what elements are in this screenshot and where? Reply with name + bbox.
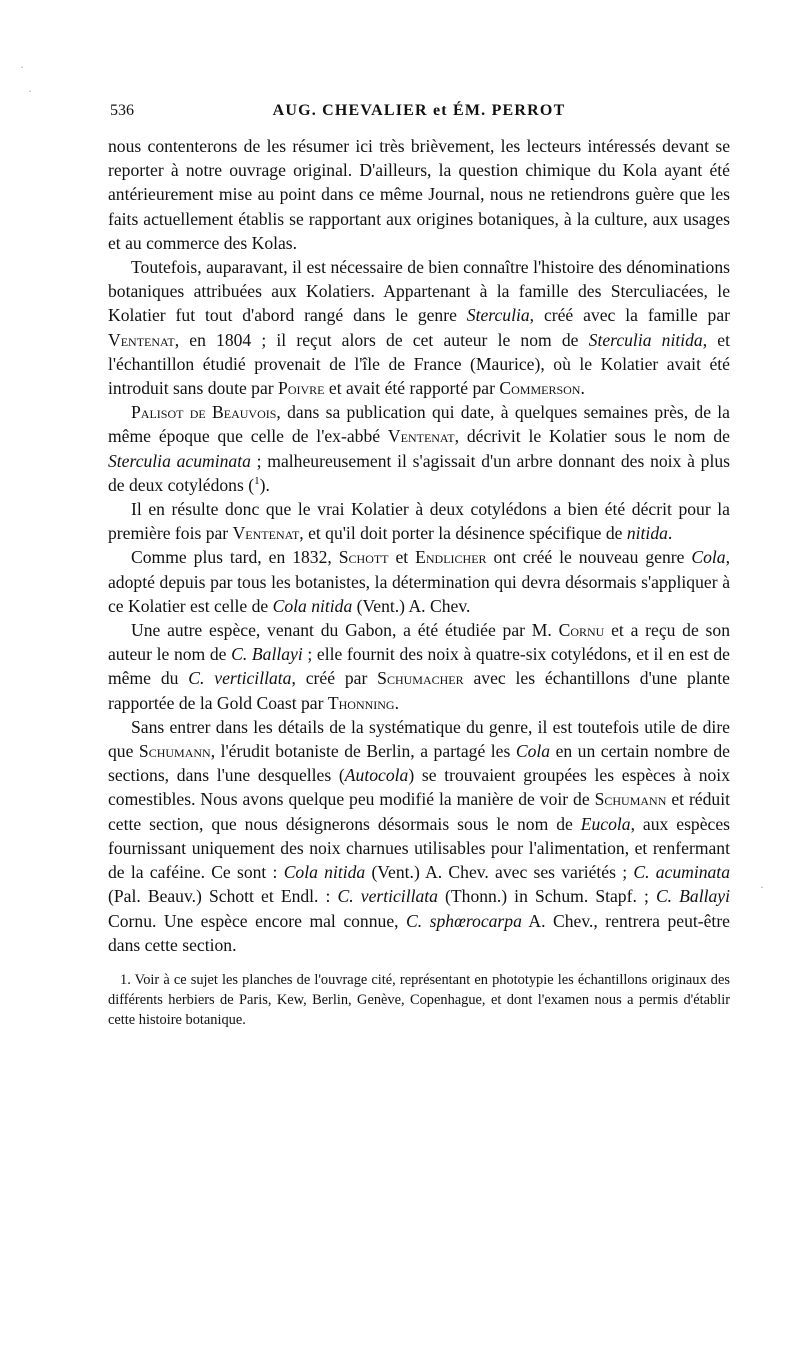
paragraph	[108, 545, 730, 618]
text-run: Il en résulte donc que le vrai Kolatier à deux cotylédons a bien été décrit pour la première fois par	[108, 499, 730, 544]
margin-speck: ·	[28, 84, 32, 98]
author-name: Schumann	[594, 789, 667, 810]
text-run: , adopté depuis par tous les botanistes, la détermination qui devra désormais s'appliquer à ce Kolatier est celle de	[108, 547, 731, 616]
taxon-name: Cola nitida	[272, 595, 353, 616]
taxon-name: C. verticillata	[188, 668, 292, 689]
text-run: et a reçu de son auteur le nom de	[108, 620, 730, 665]
article-body	[108, 134, 730, 957]
paragraph	[108, 497, 730, 545]
author-name: Commerson	[499, 378, 581, 399]
text-run: ; elle fournit des noix à quatre-six cotylédons, et il en est de même du	[108, 644, 730, 689]
text-run: en un certain nombre de sections, dans l'une desquelles (	[108, 741, 730, 786]
running-header	[108, 102, 730, 124]
text-run: .	[394, 692, 400, 713]
paragraph	[108, 134, 730, 255]
taxon-name: C. Ballayi	[231, 644, 303, 665]
taxon-name: Eucola	[580, 813, 631, 834]
text-run: et réduit cette section, que nous désignerons désormais sous le nom de	[108, 789, 730, 834]
text-run: nous contenterons de les résumer ici très brièvement, les lecteurs intéressés devant se reporter à notre ouvrage original. D'ailleurs, la question chimique du Kola ayant été antérieurement mise au point dans ce même Journal, nous ne retiendrons guère que les faits actuellement établis se rapportant aux origines botaniques, à la culture, aux usages et au commerce des Kolas.	[108, 136, 730, 253]
taxon-name: Sterculia nitida	[588, 329, 703, 350]
text-run: (Thonn.) in Schum. Stapf. ;	[437, 886, 656, 907]
paragraph	[108, 715, 730, 957]
text-run: .	[580, 378, 585, 399]
text-run: (Vent.) A. Chev.	[352, 595, 471, 616]
text-run: ).	[259, 474, 270, 495]
author-name: Schumann	[138, 741, 211, 762]
text-run: , créé par	[291, 668, 378, 689]
text-run: Comme plus tard, en 1832,	[131, 547, 339, 568]
text-run: , aux espèces fournissant uniquement des noix charnues utilisables pour l'alimentation, et renfermant de la caféine. Ce sont :	[108, 813, 731, 883]
taxon-name: C. acuminata	[633, 862, 730, 883]
text-run: Cornu. Une espèce encore mal connue,	[108, 910, 407, 931]
margin-speck: ·	[20, 60, 24, 74]
taxon-name: Cola	[691, 547, 726, 568]
author-name: Poivre	[278, 378, 325, 399]
running-title: AUG. CHEVALIER et ÉM. PERROT	[272, 102, 566, 119]
margin-speck: ·	[760, 880, 764, 894]
taxon-name: Sterculia	[466, 305, 530, 326]
taxon-name: C. Ballayi	[655, 886, 730, 907]
text-run: ; malheureusement il s'agissait d'un arbre donnant des noix à plus de deux cotylédons (	[108, 450, 730, 495]
text-run: , décrivit le Kolatier sous le nom de	[454, 426, 730, 447]
taxon-name: Autocola	[344, 765, 409, 786]
text-run: (Pal. Beauv.) Schott et Endl. :	[108, 886, 338, 907]
text-run: , dans sa publication qui date, à quelques semaines près, de la même époque que celle de l'ex-abbé	[108, 402, 730, 447]
text-run: A. Chev., rentrera peut-être dans cette section.	[108, 910, 730, 955]
author-name: Thonning	[327, 692, 395, 713]
text-run: .	[667, 523, 673, 544]
author-name: Ventenat	[387, 426, 455, 447]
author-name: Ventenat	[232, 523, 300, 544]
paragraph	[108, 255, 730, 400]
text-run: Toutefois, auparavant, il est nécessaire de bien connaître l'histoire des dénominations botaniques attribuées aux Kolatiers. Appartenant à la famille des Sterculiacées, le Kolatier fut tout d'abord rangé dans le genre	[108, 257, 730, 326]
taxon-name: C. sphœrocarpa	[406, 910, 522, 931]
footnote-ref: 1	[254, 474, 260, 487]
text-run: et	[388, 547, 416, 568]
text-run: (Vent.) A. Chev. avec ses variétés ;	[365, 862, 634, 883]
taxon-name: Cola nitida	[283, 862, 366, 883]
paragraph	[108, 400, 730, 497]
paragraph	[108, 618, 730, 715]
footnote: 1. Voir à ce sujet les planches de l'ouvrage cité, représentant en phototypie les échantillons originaux des différents herbiers de Paris, Kew, Berlin, Genève, Copenhague, et dont l'examen nous a permis d'établir cette histoire botanique.	[108, 971, 730, 1028]
page-number: 536	[110, 102, 134, 119]
text-run: , en 1804 ; il reçut alors de cet auteur le nom de	[174, 329, 589, 350]
text-run: Sans entrer dans les détails de la systématique du genre, il est toutefois utile de dire que	[108, 716, 730, 762]
author-name: Endlicher	[415, 547, 487, 568]
text-run: avec les échantillons d'une plante rapportée de la Gold Coast par	[108, 668, 730, 713]
taxon-name: nitida	[626, 523, 668, 544]
text-run: , et qu'il doit porter la désinence spécifique de	[299, 523, 627, 544]
text-run: ) se trouvaient groupées les espèces à noix comestibles. Nous avons quelque peu modifié la manière de voir de	[108, 765, 730, 810]
author-name: Ventenat	[108, 329, 175, 350]
text-run: Une autre espèce, venant du Gabon, a été étudiée par M.	[131, 620, 559, 641]
author-name: Cornu	[558, 620, 605, 641]
text-run: ont créé le nouveau genre	[486, 547, 692, 568]
author-name: Palisot de Beauvois	[131, 402, 277, 423]
text-run: et avait été rapporté par	[324, 378, 500, 399]
text-run: , l'érudit botaniste de Berlin, a partagé les	[210, 741, 516, 762]
author-name: Schumacher	[377, 668, 464, 689]
text-run: , créé avec la famille par	[529, 305, 730, 326]
taxon-name: Sterculia acuminata	[108, 450, 251, 471]
text-run: , et l'échantillon étudié provenait de l'île de France (Maurice), où le Kolatier avait été introduit sans doute par	[108, 329, 730, 399]
page	[108, 102, 730, 1030]
author-name: Schott	[338, 547, 389, 568]
taxon-name: Cola	[515, 741, 551, 762]
taxon-name: C. verticillata	[337, 886, 438, 907]
